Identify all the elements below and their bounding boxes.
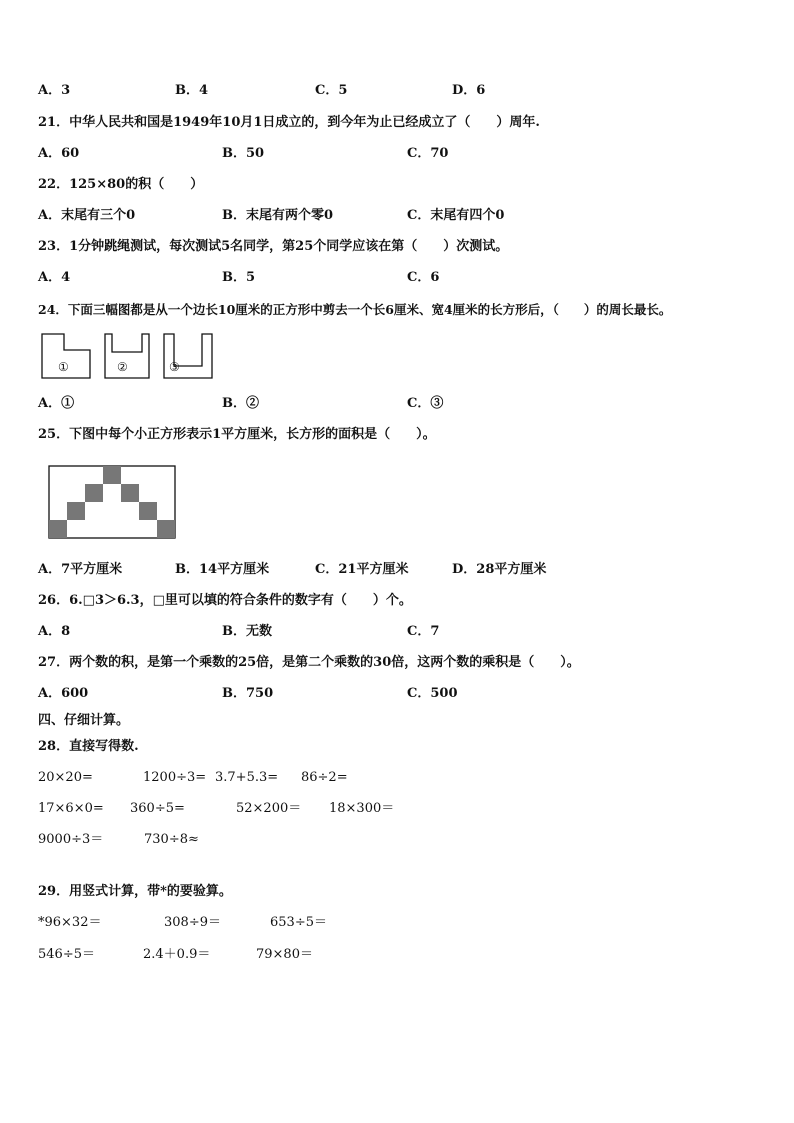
- q24-figure-2-label: ②: [117, 360, 128, 374]
- q27-option-c[interactable]: C．500: [407, 686, 458, 701]
- q26-option-a[interactable]: A．8: [38, 624, 71, 639]
- q26-option-c[interactable]: C．7: [407, 624, 440, 639]
- q29-item: 308÷9＝: [164, 915, 221, 930]
- grid-square: [157, 520, 175, 538]
- q25-option-a[interactable]: A．7平方厘米: [38, 562, 123, 577]
- q29-item: 653÷5＝: [270, 915, 327, 930]
- q24-figure-3-label: ③: [169, 360, 180, 374]
- q28-item: 17×6×0=: [38, 801, 104, 816]
- q29-item: 546÷5＝: [38, 947, 95, 962]
- q24-stem: 24．下面三幅图都是从一个边长10厘米的正方形中剪去一个长6厘米、宽4厘米的长方形后，（ ）的周长最长。: [38, 302, 672, 317]
- grid-square: [49, 520, 67, 538]
- q27-option-a[interactable]: A．600: [38, 686, 89, 701]
- grid-square: [85, 484, 103, 502]
- q29-item: 79×80＝: [256, 947, 313, 962]
- q20-option-d[interactable]: D．6: [452, 83, 486, 98]
- q20-option-c[interactable]: C．5: [315, 83, 348, 98]
- q28-item: 3.7+5.3=: [215, 770, 279, 785]
- q21-stem: 21．中华人民共和国是1949年10月1日成立的，到今年为止已经成立了（ ）周年.: [38, 115, 540, 130]
- q20-option-a[interactable]: A．3: [38, 83, 71, 98]
- q22-option-c[interactable]: C．末尾有四个0: [407, 208, 505, 223]
- q25-option-b[interactable]: B．14平方厘米: [175, 562, 270, 577]
- q26-stem: 26．6.□3＞6.3，□里可以填的符合条件的数字有（ ）个。: [38, 593, 412, 608]
- q26-option-b[interactable]: B．无数: [222, 624, 272, 639]
- q25-option-c[interactable]: C．21平方厘米: [315, 562, 409, 577]
- q28-stem: 28．直接写得数.: [38, 739, 139, 754]
- q22-option-b[interactable]: B．末尾有两个零0: [222, 208, 334, 223]
- q22-option-a[interactable]: A．末尾有三个0: [38, 208, 136, 223]
- q24-option-a[interactable]: A．①: [38, 396, 75, 411]
- q29-item: 2.4＋0.9＝: [143, 947, 211, 962]
- q21-option-c[interactable]: C．70: [407, 146, 449, 161]
- q29-stem: 29．用竖式计算，带*的要验算。: [38, 884, 232, 899]
- q24-option-b[interactable]: B．②: [222, 396, 259, 411]
- q28-item: 18×300＝: [329, 801, 395, 816]
- q28-item: 730÷8≈: [144, 832, 199, 847]
- q22-stem: 22．125×80的积（ ）: [38, 177, 204, 192]
- q28-item: 20×20=: [38, 770, 93, 785]
- q25-grid-figure: [48, 465, 178, 541]
- q21-option-b[interactable]: B．50: [222, 146, 265, 161]
- q23-stem: 23．1分钟跳绳测试，每次测试5名同学，第25个同学应该在第（ ）次测试。: [38, 239, 509, 254]
- q28-item: 9000÷3＝: [38, 832, 104, 847]
- q25-stem: 25．下图中每个小正方形表示1平方厘米，长方形的面积是（ ）。: [38, 427, 436, 442]
- q20-option-b[interactable]: B．4: [175, 83, 209, 98]
- q23-option-c[interactable]: C．6: [407, 270, 440, 285]
- q27-stem: 27．两个数的积，是第一个乘数的25倍，是第二个乘数的30倍，这两个数的乘积是（ ）。: [38, 655, 580, 670]
- grid-square: [121, 484, 139, 502]
- section-4-title: 四、仔细计算。: [38, 713, 130, 728]
- q24-figure-1-label: ①: [58, 360, 69, 374]
- grid-square: [67, 502, 85, 520]
- q23-option-b[interactable]: B．5: [222, 270, 256, 285]
- q27-option-b[interactable]: B．750: [222, 686, 274, 701]
- q23-option-a[interactable]: A．4: [38, 270, 71, 285]
- q28-item: 360÷5=: [130, 801, 185, 816]
- grid-square: [103, 466, 121, 484]
- q25-option-d[interactable]: D．28平方厘米: [452, 562, 547, 577]
- q21-option-a[interactable]: A．60: [38, 146, 80, 161]
- q28-item: 1200÷3=: [143, 770, 207, 785]
- q28-item: 52×200＝: [236, 801, 302, 816]
- q24-option-c[interactable]: C．③: [407, 396, 444, 411]
- grid-square: [139, 502, 157, 520]
- q29-item: *96×32＝: [38, 915, 102, 930]
- q28-item: 86÷2=: [301, 770, 348, 785]
